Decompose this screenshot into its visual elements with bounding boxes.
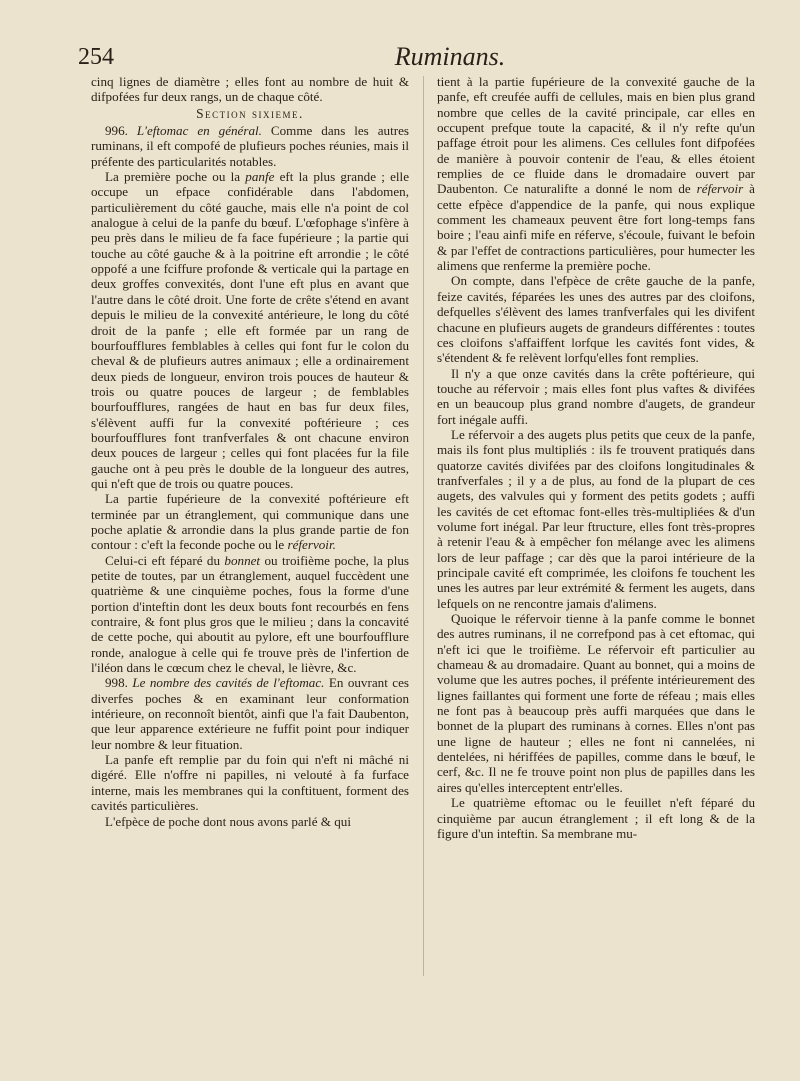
paragraph-text: La première poche ou la [105, 169, 246, 185]
paragraph: Quoique le réfervoir tienne à la panfe comme le bonnet des autres ruminans, il ne correfpond pas à cet eftomac, qui n'eft ici que le troifième. Le réfervoir eft particulier au chameau & au dromadaire. Quant au bonnet, qui a moins de volume que les autres poches, il préfente intérieurement des lignes faillantes qui forment une forte de réfeau ; mais elles ne font pas à beaucoup près auffi marquées que dans le bonnet de la plupart des ruminans à cornes. Elles n'ont pas une ligne de hauteur ; elles ne font ni cannelées, ni dentelées, ni hériffées de papilles, comme dans le bœuf, le cerf, &c. Il ne fe trouve point non plus de papilles dans les aires qu'elles interceptent entr'elles. [437, 611, 755, 795]
paragraph: On compte, dans l'efpèce de crête gauche de la panfe, feize cavités, féparées les unes des autres par des cloifons, defquelles s'élèvent des lames tranfverfales qui les divifent chacune en plufieurs augets de grandeurs différentes : toutes ces cloifons s'affaiffent lorfque les cavités font vides, & s'étendent & fe relèvent lorfqu'elles font remplies. [437, 273, 755, 366]
paragraph [91, 491, 409, 552]
term: bonnet [224, 552, 261, 568]
paragraph-text: à cette efpèce d'appendice de la panfe, qui nous explique comment les chameaux peuvent être fort long-temps fans boire ; l'eau ainfi mife en réferve, s'écoule, fuivant le befoin & par l'effet de contractions particulières, pour humecter les alimens que renferme la première poche. [437, 181, 755, 274]
paragraph-number: 998. [105, 675, 128, 691]
left-column [91, 74, 409, 829]
paragraph-text: tient à la partie fupérieure de la convexité gauche de la panfe, eft creufée auffi de cellules, mais en bien plus grand nombre que celles de la cavité principale, car elles en occupent prefque toute la capacité, & il n'y refte qu'un paffage étroit pour les alimens. Ces cellules font difpofées de manière à pouvoir contenir de l'eau, & elles étoient remplies de ce fluide dans le dromadaire ouvert par Daubenton. Ce naturalifte a donné le nom de [437, 74, 755, 197]
running-head: Ruminans. [394, 42, 506, 71]
paragraph [91, 553, 409, 676]
paragraph-text: En ouvrant ces diverfes poches & en examinant leur conformation intérieure, on reconnoît bientôt, ainfi que l'a fait Daubenton, que leur apparence extérieure ne fuffit point pour indiquer leur nombre & leur fituation. [91, 675, 409, 752]
paragraph-text: La partie fupérieure de la convexité poftérieure eft terminée par un étranglement, qui communique dans une poche aplatie & arrondie dans la plus grande partie de fon contour : c'eft la feconde poche ou le [91, 491, 409, 553]
paragraph [91, 675, 409, 752]
right-column [437, 74, 755, 841]
term: réfervoir. [287, 537, 336, 553]
paragraph: La panfe eft remplie par du foin qui n'eft ni mâché ni digéré. Elle n'offre ni papilles, ni velouté à fa furface interne, mais les membranes qui la conftituent, forment des cavités particulières. [91, 752, 409, 814]
term: réfervoir [696, 181, 744, 197]
paragraph-number: 996. [105, 123, 128, 139]
term: panfe [245, 169, 275, 185]
paragraph-text: Comme dans les autres ruminans, il eft compofé de plufieurs poches réunies, mais il préfente des particularités notables. [91, 123, 409, 169]
paragraph [91, 169, 409, 491]
paragraph-text: eft la plus grande ; elle occupe un efpace confidérable dans l'abdomen, particulièrement du côté gauche, mais elle n'a point de col analogue à celui de la panfe du bœuf. L'œfophage s'infère à peu près dans le milieu de fa face fupérieure ; la partie qui touche au côté gauche & à la poitrine eft arrondie ; le côté oppofé a une fciffure profonde & verticale qui la partage en deux groffes convexités, dont l'une eft plus en avant que l'autre dans le côté droit. Une forte de crête s'étend en avant depuis le milieu de la convexité antérieure, le long du côté droit de la panfe ; elle eft formée par un rang de bourfoufflures femblables à celles qui font fur le colon du cheval & de plufieurs autres animaux ; elle a ordinairement deux pieds de longueur, environ trois pouces de hauteur & trois ou quatre pouces de largeur ; de femblables bourfoufflures, rangées de haut en bas fur deux files, s'élèvent auffi fur la convexité poftérieure ; ces bourfoufflures font tranfverfales & ont chacune environ deux pouces de largeur ; celles qui font placées fur la file gauche ont à peu près le double de la longueur des autres, qui n'eft que de trois ou quatre pouces. [91, 169, 410, 491]
paragraph: Il n'y a que onze cavités dans la crête poftérieure, qui touche au réfervoir ; mais elles font plus vaftes & divifées en un beaucoup plus grand nombre d'augets, de grandeur fort inégale auffi. [437, 365, 755, 427]
paragraph: cinq lignes de diamètre ; elles font au nombre de huit & difpofées fur deux rangs, un de chaque côté. [91, 74, 409, 105]
paragraph [91, 123, 409, 169]
paragraph-text: ou troifième poche, la plus petite de toutes, par un étranglement, auquel fuccèdent une quatrième & une cinquième poches, fous la forme d'une portion d'inteftin dont les deux bouts font recourbés en fens contraire, & font plus gros que le milieu ; dans la concavité de cette poche, qui aboutit au pylore, eft une bourfoufflure ronde, analogue à celle qui fe trouve près de l'infertion de l'iléon dans le cœcum chez le cheval, le lièvre, &c. [91, 552, 409, 676]
paragraph-title: Le nombre des cavités de l'eftomac. [132, 675, 325, 691]
paragraph: Le quatrième eftomac ou le feuillet n'eft féparé du cinquième par aucun étranglement ; il eft long & de la figure d'un inteftin. Sa membrane mu- [437, 795, 755, 841]
paragraph: L'efpèce de poche dont nous avons parlé & qui [105, 813, 351, 829]
section-heading: Section sixieme. [196, 105, 304, 121]
page-number: 254 [78, 44, 114, 70]
column-divider [423, 76, 424, 976]
paragraph: Le réfervoir a des augets plus petits que ceux de la panfe, mais ils font plus multipliés : ils fe trouvent pratiqués dans quatorze cavités divifées par des cloifons longitudinales & tranfverfales ; il y a de plus, au fond de la plupart de ces augets, des valvules qui y forment des petits godets ; auffi les cavités de cet eftomac font-elles très-multipliées & d'un volume fort inégal. Par leur ftructure, elles font très-propres à retenir l'eau & à empêcher fon mélange avec les alimens lors de leur paffage ; car dès que la paroi intérieure de la principale cavité eft comprimée, les cloifons fe touchent les unes les autres par leur extrémité & ferment les augets, dans lefquels on ne rencontre jamais d'alimens. [437, 426, 755, 611]
paragraph-text: Celui-ci eft féparé du [105, 552, 225, 568]
paragraph [437, 74, 755, 273]
paragraph-title: L'eftomac en général. [136, 123, 262, 139]
